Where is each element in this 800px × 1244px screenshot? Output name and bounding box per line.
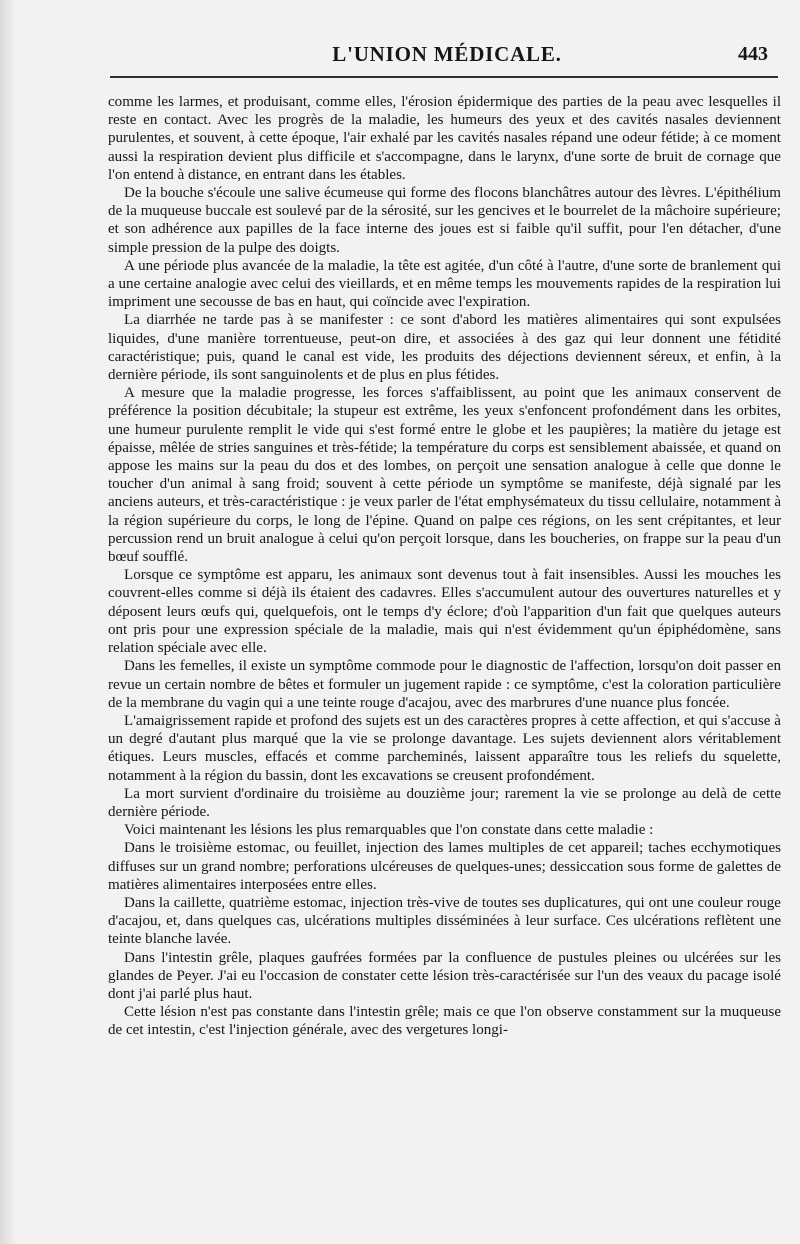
page-number: 443 [738, 43, 768, 65]
paragraph: Voici maintenant les lésions les plus remarquables que l'on constate dans cette maladie : [124, 822, 654, 839]
running-title: L'UNION MÉDICALE. [332, 42, 562, 66]
page-header [118, 42, 776, 70]
paragraph: De la bouche s'écoule une salive écumeuse qui forme des flocons blanchâtres autour des lèvres. L'épithélium de la muqueuse buccale est soulevé par de la sérosité, sur les gencives et le bourrelet de la mâchoire supérieure; et son adhérence aux papilles de la face interne des joues est si faible qu'il suffit, pour l'en détacher, d'une simple pression de la pulpe des doigts. [108, 185, 781, 256]
paragraph: Dans les femelles, il existe un symptôme commode pour le diagnostic de l'affection, lorsqu'on doit passer en revue un certain nombre de bêtes et formuler un jugement rapide : ce symptôme, c'est la coloration particulière de la membrane du vagin qui a une teinte rouge d'acajou, avec des marbrures d'une nuance plus foncée. [108, 658, 781, 711]
paragraph: La diarrhée ne tarde pas à se manifester : ce sont d'abord les matières alimentaires qui sont expulsées liquides, d'une manière torrentueuse, peut-on dire, et associées à des gaz qui leur donnent une fétidité caractéristique; puis, quand le canal est vide, les produits des déjections deviennent séreux, et enfin, à la dernière période, ils sont sanguinolents et de plus en plus fétides. [108, 312, 781, 384]
paragraph: A mesure que la maladie progresse, les forces s'affaiblissent, au point que les animaux conservent de préférence la position décubitale; la stupeur est extrême, les yeux s'enfoncent profondément dans les orbites, une humeur purulente remplit le vide qui s'est formé entre le globe et les paupières; la matière du jetage est épaisse, mêlée de stries sanguines et très-fétide; la température du corps est sensiblement abaissée, et quand on appose les mains sur la peau du dos et des lombes, on perçoit une sensation analogue à celle que donne le toucher d'un animal à sang froid; souvent à cette période un symptôme se manifeste, déjà signalé par les anciens auteurs, et très-caractéristique : je veux parler de l'état emphysémateux du tissu cellulaire, notamment à la région supérieure du corps, le long de l'épine. Quand on palpe ces régions, on les sent crépitantes, et leur percussion rend un bruit analogue à celui qu'on perçoit lorsque, dans les boucheries, on frappe sur la peau d'un bœuf soufflé. [108, 385, 781, 566]
paragraph: Dans l'intestin grêle, plaques gaufrées formées par la confluence de pustules pleines ou ulcérées sur les glandes de Peyer. J'ai eu l'occasion de constater cette lésion très-caractérisée sur l'un des veaux du pacage isolé dont j'ai parlé plus haut. [108, 949, 781, 1002]
paragraph: La mort survient d'ordinaire du troisième au douzième jour; rarement la vie se prolonge au delà de cette dernière période. [108, 785, 781, 820]
header-rule [110, 76, 778, 78]
article-body [108, 93, 781, 1221]
paragraph: Dans la caillette, quatrième estomac, injection très-vive de toutes ses duplicatures, qui ont une couleur rouge d'acajou, et, dans quelques cas, ulcérations multiples disséminées à leur surface. Ces ulcérations reflètent une teinte blanche lavée. [108, 894, 781, 948]
paragraph: Lorsque ce symptôme est apparu, les animaux sont devenus tout à fait insensibles. Aussi les mouches les couvrent-elles comme si déjà ils étaient des cadavres. Elles s'accumulent autour des ouvertures naturelles et y déposent leurs œufs qui, quelquefois, ont le temps d'y éclore; d'où l'apparition d'un fait que quelques auteurs ont pris pour une expression spéciale de la maladie, mais qui n'est évidemment qu'un épiphédomène, sans relation spéciale avec elle. [108, 567, 781, 657]
paragraph: comme les larmes, et produisant, comme elles, l'érosion épidermique des parties de la peau avec lesquelles il reste en contact. Avec les progrès de la maladie, les humeurs des yeux et des cavités nasales deviennent purulentes, et souvent, à cette époque, l'air exhalé par les cavités nasales répand une odeur fétide; à ce moment aussi la respiration devient plus difficile et s'accompagne, dans le larynx, d'une sorte de bruit de cornage que l'on entend à distance, en entrant dans les étables. [108, 94, 781, 183]
paragraph: Cette lésion n'est pas constante dans l'intestin grêle; mais ce que l'on observe constamment sur la muqueuse de cet intestin, c'est l'injection générale, avec des vergetures longi- [108, 1004, 781, 1039]
page-edge-shadow [0, 0, 16, 1244]
paragraph: A une période plus avancée de la maladie, la tête est agitée, d'un côté à l'autre, d'une sorte de branlement qui a une certaine analogie avec celui des vieillards, et en même temps les mouvements rapides de la respiration lui impriment une secousse de bas en haut, qui coïncide avec l'expiration. [108, 257, 781, 311]
paragraph: Dans le troisième estomac, ou feuillet, injection des lames multiples de cet appareil; taches ecchymotiques diffuses sur un grand nombre; perforations ulcéreuses de quelques-unes; dessiccation sous forme de galettes de matières alimentaires interposées entre elles. [108, 840, 781, 893]
paragraph: L'amaigrissement rapide et profond des sujets est un des caractères propres à cette affection, et qui s'accuse à un degré d'autant plus marqué que la vie se prolonge davantage. Les sujets deviennent alors véritablement étiques. Leurs muscles, effacés et comme parcheminés, laissent apparaître tous les reliefs du squelette, notamment à la région du bassin, dont les excavations se creusent profondément. [108, 712, 781, 784]
